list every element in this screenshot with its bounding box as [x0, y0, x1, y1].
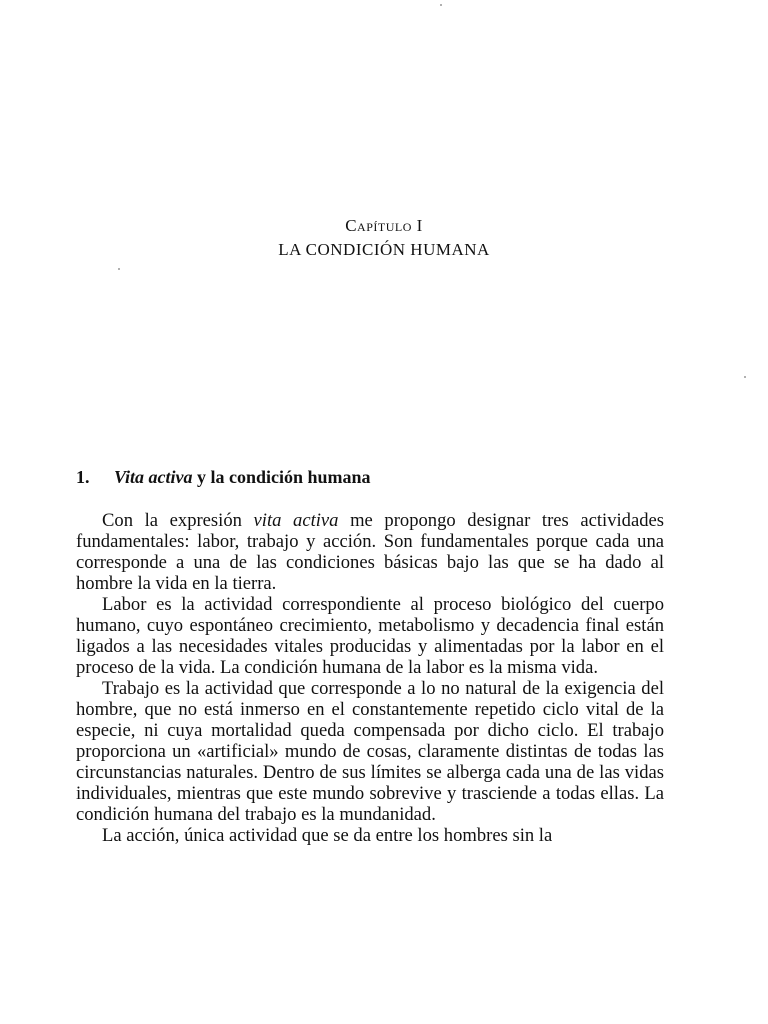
paragraph	[76, 510, 664, 594]
scan-speck	[118, 268, 120, 270]
paragraph	[76, 825, 664, 846]
paragraph	[76, 594, 664, 678]
chapter-title: LA CONDICIÓN HUMANA	[278, 240, 490, 259]
paragraph-italic: vita activa	[253, 510, 339, 531]
chapter-label: Capítulo I	[345, 216, 423, 235]
paragraph-text: La acción, única actividad que se da entre los hombres sin la	[102, 825, 553, 846]
paragraph-text: Trabajo es la actividad que corresponde a lo no natural de la exigencia del hombre, que no está inmerso en el constantemente repetido ciclo vital de la especie, ni cuya mortalidad queda compensada por dicho ciclo. El trabajo proporciona un «artificial» mundo de cosas, claramente distintas de todas las circunstancias naturales. Dentro de sus límites se alberga cada una de las vidas individuales, mientras que este mundo sobrevive y trasciende a todas ellas. La condición humana del trabajo es la mundanidad.	[76, 678, 664, 825]
section-heading	[76, 467, 371, 488]
paragraph-text: me propongo designar tres actividades fundamentales: labor, trabajo y acción. Son fundamentales porque cada una corresponde a una de las condiciones básicas bajo las que se ha dado al hombre la vida en la tierra.	[76, 510, 665, 594]
body-text	[76, 510, 664, 846]
section-number: 1.	[76, 467, 90, 487]
paragraph	[76, 678, 664, 825]
section-title-rest: y la condición humana	[192, 467, 371, 487]
paragraph-text: Labor es la actividad correspondiente al proceso biológico del cuerpo humano, cuyo espontáneo crecimiento, metabolismo y decadencia final están ligados a las necesidades vitales producidas y alimentadas por la labor en el proceso de la vida. La condición humana de la labor es la misma vida.	[76, 594, 664, 678]
chapter-heading	[0, 214, 768, 262]
section-title-italic: Vita activa	[114, 467, 193, 487]
paragraph-text: Con la expresión	[102, 510, 254, 531]
scan-speck	[440, 4, 442, 6]
scan-speck	[744, 376, 746, 378]
